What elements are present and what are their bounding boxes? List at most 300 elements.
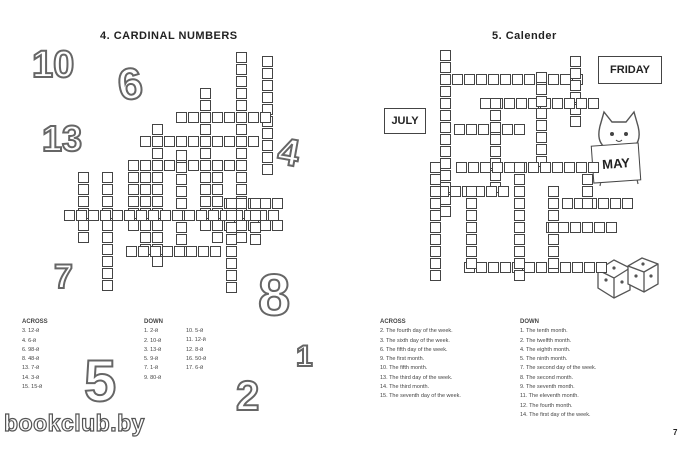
clue-item: 6. The fifth day of the week. bbox=[380, 346, 448, 353]
crossword-cell[interactable] bbox=[102, 172, 113, 183]
crossword-cell[interactable] bbox=[490, 146, 501, 157]
decor-number: 8 bbox=[258, 263, 291, 328]
crossword-cell[interactable] bbox=[152, 220, 163, 231]
clue-item: 11. The eleventh month. bbox=[520, 393, 579, 400]
clue-item: 7. The second day of the week. bbox=[520, 365, 597, 372]
crossword-cell[interactable] bbox=[126, 246, 137, 257]
crossword-cell[interactable] bbox=[102, 232, 113, 243]
clue-item: 9. The seventh month. bbox=[520, 384, 575, 391]
crossword-cell[interactable] bbox=[466, 234, 477, 245]
crossword-cell[interactable] bbox=[440, 86, 451, 97]
crossword-cell[interactable] bbox=[212, 184, 223, 195]
crossword-cell[interactable] bbox=[492, 162, 503, 173]
decor-number: 10 bbox=[32, 44, 75, 86]
crossword-cell[interactable] bbox=[226, 282, 237, 293]
crossword-cell[interactable] bbox=[570, 222, 581, 233]
crossword-cell[interactable] bbox=[236, 136, 247, 147]
crossword-cell[interactable] bbox=[248, 136, 259, 147]
crossword-cell[interactable] bbox=[504, 98, 515, 109]
crossword-cell[interactable] bbox=[440, 110, 451, 121]
clue-item: 15. 15-й bbox=[22, 384, 43, 391]
crossword-cell[interactable] bbox=[208, 210, 219, 221]
crossword-cell[interactable] bbox=[128, 220, 139, 231]
crossword-cell[interactable] bbox=[430, 258, 441, 269]
crossword-cell[interactable] bbox=[272, 220, 283, 231]
crossword-cell[interactable] bbox=[588, 98, 599, 109]
clue-item: 12. The fourth month. bbox=[520, 402, 573, 409]
crossword-cell[interactable] bbox=[262, 140, 273, 151]
crossword-cell[interactable] bbox=[490, 122, 501, 133]
crossword-cell[interactable] bbox=[514, 174, 525, 185]
crossword-cell[interactable] bbox=[78, 220, 89, 231]
crossword-cell[interactable] bbox=[200, 124, 211, 135]
crossword-cell[interactable] bbox=[212, 112, 223, 123]
crossword-cell[interactable] bbox=[536, 96, 547, 107]
crossword-cell[interactable] bbox=[188, 136, 199, 147]
crossword-cell[interactable] bbox=[236, 232, 247, 243]
crossword-cell[interactable] bbox=[88, 210, 99, 221]
crossword-cell[interactable] bbox=[64, 210, 75, 221]
crossword-cell[interactable] bbox=[440, 170, 451, 181]
crossword-cell[interactable] bbox=[536, 132, 547, 143]
crossword-cell[interactable] bbox=[456, 162, 467, 173]
crossword-cell[interactable] bbox=[236, 148, 247, 159]
crossword-cell[interactable] bbox=[582, 222, 593, 233]
crossword-cell[interactable] bbox=[440, 62, 451, 73]
crossword-cell[interactable] bbox=[176, 174, 187, 185]
crossword-cell[interactable] bbox=[622, 198, 633, 209]
clue-item: 3. 12-й bbox=[22, 328, 40, 335]
clue-item: 4. The eighth month. bbox=[520, 346, 571, 353]
crossword-cell[interactable] bbox=[164, 160, 175, 171]
crossword-cell[interactable] bbox=[152, 160, 163, 171]
crossword-cell[interactable] bbox=[176, 162, 187, 173]
crossword-cell[interactable] bbox=[536, 144, 547, 155]
clue-item: 17. 6-й bbox=[186, 365, 204, 372]
crossword-cell[interactable] bbox=[548, 258, 559, 269]
clue-item: 9. 80-й bbox=[144, 374, 162, 381]
crossword-cell[interactable] bbox=[440, 98, 451, 109]
crossword-cell[interactable] bbox=[514, 270, 525, 281]
crossword-cell[interactable] bbox=[430, 234, 441, 245]
clue-item: 14. The third month. bbox=[380, 384, 430, 391]
crossword-cell[interactable] bbox=[430, 210, 441, 221]
crossword-cell[interactable] bbox=[102, 280, 113, 291]
crossword-cell[interactable] bbox=[536, 262, 547, 273]
crossword-cell[interactable] bbox=[430, 186, 441, 197]
crossword-cell[interactable] bbox=[128, 160, 139, 171]
crossword-cell[interactable] bbox=[514, 222, 525, 233]
crossword-cell[interactable] bbox=[262, 128, 273, 139]
crossword-cell[interactable] bbox=[184, 210, 195, 221]
crossword-cell[interactable] bbox=[236, 100, 247, 111]
crossword-cell[interactable] bbox=[440, 158, 451, 169]
crossword-cell[interactable] bbox=[102, 268, 113, 279]
crossword-cell[interactable] bbox=[452, 74, 463, 85]
crossword-cell[interactable] bbox=[536, 84, 547, 95]
crossword-cell[interactable] bbox=[528, 162, 539, 173]
crossword-cell[interactable] bbox=[572, 262, 583, 273]
crossword-cell[interactable] bbox=[464, 74, 475, 85]
crossword-cell[interactable] bbox=[236, 112, 247, 123]
crossword-cell[interactable] bbox=[226, 246, 237, 257]
crossword-cell[interactable] bbox=[152, 136, 163, 147]
crossword-cell[interactable] bbox=[440, 146, 451, 157]
crossword-cell[interactable] bbox=[440, 206, 451, 217]
crossword-cell[interactable] bbox=[250, 222, 261, 233]
crossword-cell[interactable] bbox=[548, 198, 559, 209]
crossword-cell[interactable] bbox=[128, 184, 139, 195]
crossword-cell[interactable] bbox=[476, 262, 487, 273]
crossword-cell[interactable] bbox=[226, 210, 237, 221]
crossword-cell[interactable] bbox=[548, 246, 559, 257]
crossword-cell[interactable] bbox=[454, 124, 465, 135]
crossword-cell[interactable] bbox=[596, 262, 607, 273]
clue-item: 14. The first day of the week. bbox=[520, 411, 591, 418]
crossword-cell[interactable] bbox=[576, 162, 587, 173]
crossword-cell[interactable] bbox=[512, 74, 523, 85]
crossword-cell[interactable] bbox=[212, 160, 223, 171]
crossword-cell[interactable] bbox=[514, 246, 525, 257]
crossword-cell[interactable] bbox=[430, 198, 441, 209]
crossword-cell[interactable] bbox=[262, 152, 273, 163]
clue-item: 5. The ninth month. bbox=[520, 356, 568, 363]
crossword-cell[interactable] bbox=[466, 198, 477, 209]
clue-item: 16. 50-й bbox=[186, 355, 207, 362]
crossword-cell[interactable] bbox=[128, 172, 139, 183]
crossword-cell[interactable] bbox=[524, 74, 535, 85]
crossword-cell[interactable] bbox=[188, 112, 199, 123]
crossword-cell[interactable] bbox=[250, 234, 261, 245]
crossword-cell[interactable] bbox=[236, 198, 247, 209]
crossword-cell[interactable] bbox=[498, 186, 509, 197]
decor-number: 2 bbox=[236, 372, 260, 419]
decor-number: 5 bbox=[84, 349, 117, 414]
crossword-cell[interactable] bbox=[548, 234, 559, 245]
crossword-cell[interactable] bbox=[514, 186, 525, 197]
crossword-cell[interactable] bbox=[162, 246, 173, 257]
crossword-cell[interactable] bbox=[514, 124, 525, 135]
crossword-cell[interactable] bbox=[140, 136, 151, 147]
crossword-cell[interactable] bbox=[78, 232, 89, 243]
crossword-cell[interactable] bbox=[164, 136, 175, 147]
crossword-cell[interactable] bbox=[236, 172, 247, 183]
crossword-cell[interactable] bbox=[152, 184, 163, 195]
crossword-cell[interactable] bbox=[212, 232, 223, 243]
crossword-cell[interactable] bbox=[112, 210, 123, 221]
crossword-cell[interactable] bbox=[140, 196, 151, 207]
crossword-cell[interactable] bbox=[514, 198, 525, 209]
crossword-cell[interactable] bbox=[570, 68, 581, 79]
clue-item: 10. 5-й bbox=[186, 328, 204, 334]
crossword-cell[interactable] bbox=[200, 148, 211, 159]
crossword-cell[interactable] bbox=[500, 74, 511, 85]
crossword-cell[interactable] bbox=[102, 196, 113, 207]
crossword-cell[interactable] bbox=[124, 210, 135, 221]
crossword-cell[interactable] bbox=[562, 198, 573, 209]
down-clues-calendar bbox=[520, 318, 596, 420]
clue-item: 1. The tenth month. bbox=[520, 328, 568, 335]
crossword-cell[interactable] bbox=[102, 184, 113, 195]
crossword-cell[interactable] bbox=[262, 68, 273, 79]
crossword-cell[interactable] bbox=[200, 112, 211, 123]
crossword-cell[interactable] bbox=[250, 198, 261, 209]
decor-number: 13 bbox=[42, 118, 83, 159]
crossword-cell[interactable] bbox=[500, 262, 511, 273]
crossword-cell[interactable] bbox=[548, 210, 559, 221]
clue-item: 2. 10-й bbox=[144, 337, 162, 344]
crossword-cell[interactable] bbox=[176, 222, 187, 233]
section-title-cardinal-numbers: 4. CARDINAL NUMBERS bbox=[100, 30, 238, 42]
crossword-cell[interactable] bbox=[262, 164, 273, 175]
crossword-cell[interactable] bbox=[536, 108, 547, 119]
crossword-cell[interactable] bbox=[260, 198, 271, 209]
crossword-cell[interactable] bbox=[140, 160, 151, 171]
crossword-cell[interactable] bbox=[140, 220, 151, 231]
crossword-cell[interactable] bbox=[588, 162, 599, 173]
crossword-cell[interactable] bbox=[176, 186, 187, 197]
crossword-cell[interactable] bbox=[140, 184, 151, 195]
crossword-cell[interactable] bbox=[606, 222, 617, 233]
crossword-cell[interactable] bbox=[152, 256, 163, 267]
crossword-cell[interactable] bbox=[226, 258, 237, 269]
crossword-cell[interactable] bbox=[490, 98, 501, 109]
crossword-cell[interactable] bbox=[152, 196, 163, 207]
crossword-cell[interactable] bbox=[200, 172, 211, 183]
clue-item: 9. The first month. bbox=[380, 356, 425, 363]
crossword-cell[interactable] bbox=[466, 124, 477, 135]
decor-number: 6 bbox=[114, 58, 146, 111]
crossword-cell[interactable] bbox=[200, 100, 211, 111]
crossword-cell[interactable] bbox=[226, 222, 237, 233]
crossword-cell[interactable] bbox=[466, 258, 477, 269]
crossword-cell[interactable] bbox=[560, 262, 571, 273]
crossword-cell[interactable] bbox=[260, 220, 271, 231]
crossword-cell[interactable] bbox=[78, 196, 89, 207]
crossword-cell[interactable] bbox=[236, 184, 247, 195]
crossword-cell[interactable] bbox=[488, 74, 499, 85]
crossword-cell[interactable] bbox=[536, 120, 547, 131]
crossword-cell[interactable] bbox=[100, 210, 111, 221]
crossword-cell[interactable] bbox=[524, 262, 535, 273]
crossword-cell[interactable] bbox=[440, 50, 451, 61]
crossword-cell[interactable] bbox=[200, 160, 211, 171]
crossword-cell[interactable] bbox=[136, 210, 147, 221]
clue-item: 4. 6-й bbox=[22, 337, 37, 344]
crossword-cell[interactable] bbox=[450, 186, 461, 197]
across-clues-calendar bbox=[380, 318, 461, 402]
crossword-cell[interactable] bbox=[140, 232, 151, 243]
crossword-cell[interactable] bbox=[102, 220, 113, 231]
crossword-cell[interactable] bbox=[226, 270, 237, 281]
crossword-cell[interactable] bbox=[200, 136, 211, 147]
crossword-cell[interactable] bbox=[576, 98, 587, 109]
crossword-cell[interactable] bbox=[502, 124, 513, 135]
crossword-cell[interactable] bbox=[514, 234, 525, 245]
crossword-cell[interactable] bbox=[76, 210, 87, 221]
crossword-cell[interactable] bbox=[186, 246, 197, 257]
crossword-cell[interactable] bbox=[490, 134, 501, 145]
crossword-cell[interactable] bbox=[196, 210, 207, 221]
clue-item: 11. 12-й bbox=[186, 337, 206, 344]
crossword-cell[interactable] bbox=[236, 124, 247, 135]
crossword-cell[interactable] bbox=[102, 256, 113, 267]
dice-illustration bbox=[594, 252, 664, 302]
crossword-cell[interactable] bbox=[468, 162, 479, 173]
crossword-cell[interactable] bbox=[430, 246, 441, 257]
crossword-cell[interactable] bbox=[570, 116, 581, 127]
crossword-cell[interactable] bbox=[430, 270, 441, 281]
crossword-cell[interactable] bbox=[488, 262, 499, 273]
crossword-cell[interactable] bbox=[236, 52, 247, 63]
crossword-cell[interactable] bbox=[610, 198, 621, 209]
crossword-cell[interactable] bbox=[476, 74, 487, 85]
crossword-cell[interactable] bbox=[176, 136, 187, 147]
crossword-cell[interactable] bbox=[570, 80, 581, 91]
crossword-cell[interactable] bbox=[212, 136, 223, 147]
across-clues-cardinal bbox=[22, 318, 48, 392]
clue-item: 2. The twelfth month. bbox=[520, 337, 572, 344]
crossword-cell[interactable] bbox=[248, 112, 259, 123]
crossword-cell[interactable] bbox=[226, 234, 237, 245]
crossword-cell[interactable] bbox=[138, 246, 149, 257]
crossword-cell[interactable] bbox=[152, 232, 163, 243]
crossword-cell[interactable] bbox=[212, 196, 223, 207]
crossword-cell[interactable] bbox=[564, 98, 575, 109]
crossword-cell[interactable] bbox=[212, 172, 223, 183]
clue-item: 6. 98-й bbox=[22, 346, 40, 353]
crossword-cell[interactable] bbox=[430, 222, 441, 233]
crossword-cell[interactable] bbox=[490, 110, 501, 121]
crossword-cell[interactable] bbox=[584, 262, 595, 273]
down-clues-cardinal bbox=[144, 318, 163, 383]
crossword-cell[interactable] bbox=[176, 150, 187, 161]
crossword-cell[interactable] bbox=[466, 246, 477, 257]
crossword-cell[interactable] bbox=[466, 210, 477, 221]
decor-number: 1 bbox=[296, 340, 313, 373]
crossword-cell[interactable] bbox=[200, 184, 211, 195]
crossword-cell[interactable] bbox=[152, 124, 163, 135]
crossword-cell[interactable] bbox=[176, 112, 187, 123]
crossword-cell[interactable] bbox=[478, 124, 489, 135]
crossword-cell[interactable] bbox=[188, 160, 199, 171]
crossword-cell[interactable] bbox=[466, 186, 477, 197]
crossword-cell[interactable] bbox=[236, 64, 247, 75]
crossword-cell[interactable] bbox=[552, 162, 563, 173]
clue-item: 15. The seventh day of the week. bbox=[380, 393, 461, 400]
clue-item: 3. The sixth day of the week. bbox=[380, 337, 450, 344]
crossword-cell[interactable] bbox=[262, 80, 273, 91]
crossword-cell[interactable] bbox=[514, 210, 525, 221]
crossword-cell[interactable] bbox=[224, 160, 235, 171]
crossword-cell[interactable] bbox=[236, 160, 247, 171]
crossword-cell[interactable] bbox=[212, 220, 223, 231]
crossword-cell[interactable] bbox=[514, 162, 525, 173]
crossword-cell[interactable] bbox=[236, 76, 247, 87]
crossword-cell[interactable] bbox=[78, 172, 89, 183]
crossword-cell[interactable] bbox=[548, 186, 559, 197]
crossword-cell[interactable] bbox=[172, 210, 183, 221]
crossword-cell[interactable] bbox=[200, 88, 211, 99]
down-heading: DOWN bbox=[520, 319, 539, 325]
crossword-cell[interactable] bbox=[174, 246, 185, 257]
crossword-cell[interactable] bbox=[262, 56, 273, 67]
crossword-cell[interactable] bbox=[440, 122, 451, 133]
crossword-cell[interactable] bbox=[430, 174, 441, 185]
crossword-cell[interactable] bbox=[440, 74, 451, 85]
crossword-cell[interactable] bbox=[224, 112, 235, 123]
section-title-calendar: 5. Calender bbox=[492, 30, 557, 42]
crossword-cell[interactable] bbox=[548, 74, 559, 85]
crossword-cell[interactable] bbox=[226, 198, 237, 209]
crossword-cell[interactable] bbox=[224, 136, 235, 147]
crossword-cell[interactable] bbox=[272, 198, 283, 209]
crossword-cell[interactable] bbox=[548, 222, 559, 233]
crossword-cell[interactable] bbox=[552, 98, 563, 109]
crossword-cell[interactable] bbox=[536, 72, 547, 83]
label-july: JULY bbox=[384, 108, 426, 134]
crossword-cell[interactable] bbox=[598, 198, 609, 209]
crossword-cell[interactable] bbox=[582, 174, 593, 185]
across-heading: ACROSS bbox=[22, 319, 48, 325]
crossword-cell[interactable] bbox=[540, 162, 551, 173]
crossword-cell[interactable] bbox=[176, 234, 187, 245]
crossword-cell[interactable] bbox=[564, 162, 575, 173]
crossword-cell[interactable] bbox=[594, 222, 605, 233]
crossword-cell[interactable] bbox=[260, 112, 271, 123]
crossword-cell[interactable] bbox=[430, 162, 441, 173]
crossword-cell[interactable] bbox=[262, 92, 273, 103]
label-may: MAY bbox=[591, 142, 642, 183]
crossword-cell[interactable] bbox=[102, 244, 113, 255]
crossword-cell[interactable] bbox=[486, 186, 497, 197]
clue-item: 7. 1-й bbox=[144, 365, 159, 372]
crossword-cell[interactable] bbox=[200, 220, 211, 231]
clue-item: 13. 7-й bbox=[22, 365, 40, 372]
crossword-cell[interactable] bbox=[210, 246, 221, 257]
crossword-cell[interactable] bbox=[570, 56, 581, 67]
crossword-cell[interactable] bbox=[78, 184, 89, 195]
watermark-logo: bookclub.by bbox=[4, 410, 145, 436]
crossword-cell[interactable] bbox=[152, 172, 163, 183]
clue-item: 2. The fourth day of the week. bbox=[380, 328, 453, 335]
crossword-cell[interactable] bbox=[236, 88, 247, 99]
crossword-cell[interactable] bbox=[128, 196, 139, 207]
crossword-cell[interactable] bbox=[480, 162, 491, 173]
crossword-cell[interactable] bbox=[160, 210, 171, 221]
crossword-cell[interactable] bbox=[140, 172, 151, 183]
crossword-cell[interactable] bbox=[198, 246, 209, 257]
crossword-cell[interactable] bbox=[558, 222, 569, 233]
clue-item: 8. 48-й bbox=[22, 356, 40, 363]
crossword-cell[interactable] bbox=[582, 198, 593, 209]
crossword-cell[interactable] bbox=[150, 246, 161, 257]
decor-number: 4 bbox=[274, 130, 303, 176]
crossword-cell[interactable] bbox=[152, 148, 163, 159]
crossword-cell[interactable] bbox=[514, 258, 525, 269]
crossword-cell[interactable] bbox=[466, 222, 477, 233]
crossword-cell[interactable] bbox=[250, 210, 261, 221]
crossword-cell[interactable] bbox=[148, 210, 159, 221]
crossword-cell[interactable] bbox=[440, 134, 451, 145]
crossword-cell[interactable] bbox=[582, 186, 593, 197]
crossword-cell[interactable] bbox=[516, 98, 527, 109]
crossword-cell[interactable] bbox=[200, 196, 211, 207]
crossword-cell[interactable] bbox=[176, 198, 187, 209]
crossword-cell[interactable] bbox=[236, 220, 247, 231]
clue-item: 1. 2-й bbox=[144, 328, 159, 335]
clue-item: 5. 9-й bbox=[144, 356, 159, 363]
